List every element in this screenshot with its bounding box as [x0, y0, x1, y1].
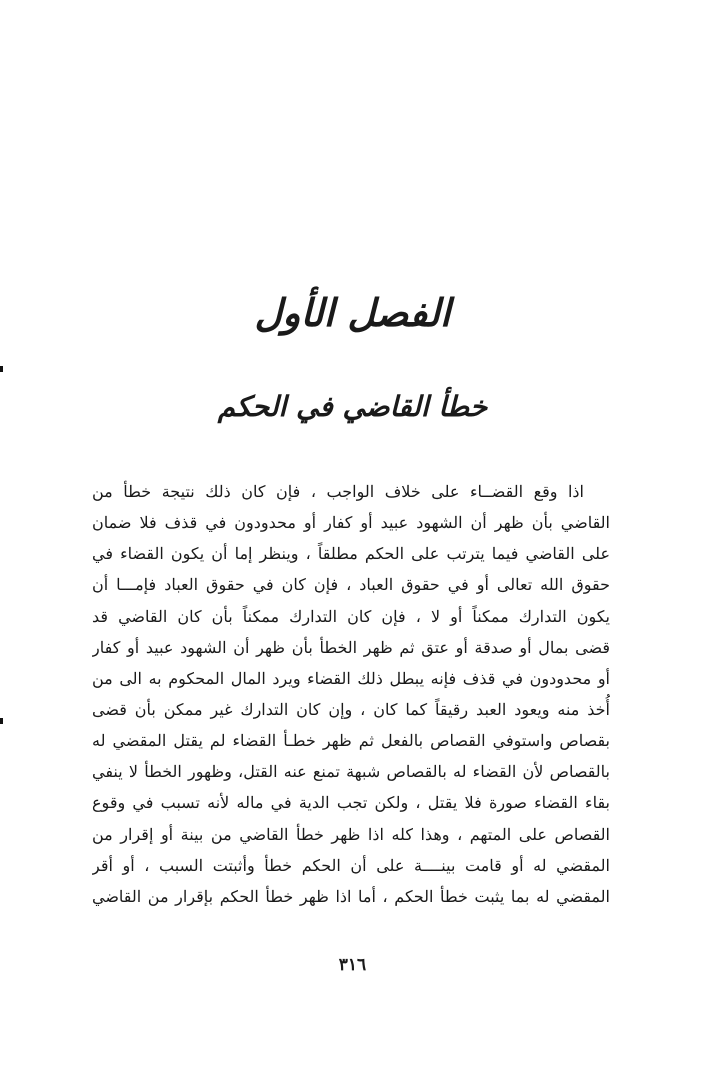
text-line: بقصاص واستوفي القصاص بالفعل ثم ظهر خطـأ القضاء لم يقتل المقضي له	[92, 731, 610, 751]
section-title: خطأ القاضي في الحكم	[217, 390, 488, 423]
scan-edge-mark	[0, 366, 3, 372]
text-line: اذا وقع القضــاء على خلاف الواجب ، فإن كان ذلك نتيجة خطأ من	[92, 482, 584, 501]
text-line: القاضي بأن ظهر أن الشهود عبيد أو كفار أو محدودون في قذف فلا ضمان	[92, 513, 610, 533]
text-line: قضى بمال أو صدقة أو عتق ثم ظهر الخطأ بأن ظهر أن الشهود عبيد أو كفار	[92, 637, 610, 657]
page-number: ٣١٦	[338, 955, 367, 975]
text-line: المقضي له بما يثبت خطأ الحكم ، أما اذا ظهر خطأ الحكم بإقرار من القاضي	[92, 886, 610, 906]
text-line: يكون التدارك ممكناً أو لا ، فإن كان التدارك ممكناً بأن كان القاضي قد	[92, 606, 610, 626]
text-line: على القاضي فيما يترتب على الحكم مطلقاً ، وينظر إما أن يكون القضاء في	[92, 544, 610, 564]
text-line: حقوق الله تعالى أو في حقوق العباد ، فإن كان في حقوق العباد فإمـــا أن	[92, 575, 610, 595]
body-text	[92, 476, 610, 912]
chapter-title: الفصل الأول	[254, 290, 451, 335]
text-line: أُخذ منه ويعود العبد رقيقاً كما كان ، وإن كان التدارك غير ممكن بأن قضى	[92, 699, 610, 719]
text-line: بالقصاص لأن القضاء له بالقصاص شبهة تمنع عنه القتل، وظهور الخطأ لا ينفي	[92, 762, 610, 782]
text-line: القصاص على المتهم ، وهذا كله اذا ظهر خطأ القاضي من بينة أو إقرار من	[92, 824, 610, 844]
scan-edge-mark	[0, 718, 3, 724]
text-line: المقضي له أو قامت بينــــة على أن الحكم خطأ وأثبتت السبب ، أو أقر	[92, 855, 610, 875]
text-line: بقاء القضاء صورة فلا يقتل ، ولكن تجب الدية في ماله لأنه تسبب في وقوع	[92, 793, 610, 813]
text-line: أو محدودون في قذف فإنه يبطل ذلك القضاء ويرد المال المحكوم به الى من	[92, 668, 610, 688]
